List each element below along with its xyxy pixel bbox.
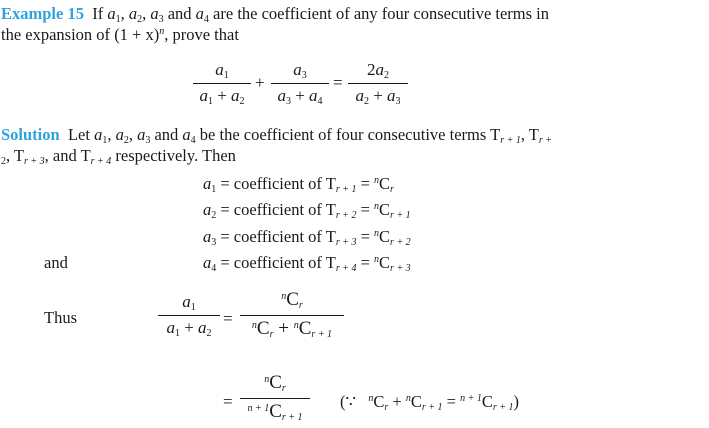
- thus-label: Thus: [44, 308, 77, 327]
- solution-heading: Solution: [1, 125, 60, 144]
- thus-equals: =: [223, 309, 233, 328]
- example-heading: Example 15: [1, 4, 84, 23]
- coefficient-line-2: $a_2$ = coefficient of $T_{r + 2} = ^nC_{r + 1}$: [203, 200, 411, 221]
- fraction-term-1: $a_1$ $a_1 + a_2$: [193, 60, 251, 106]
- fraction-term-3: $2a_2$ $a_2 + a_3$: [348, 60, 408, 106]
- thus-lhs-fraction: $a_1$ $a_1 + a_2$: [158, 292, 220, 338]
- plus-operator: +: [255, 73, 265, 92]
- solution-line-1: Solution Let $a_1$, $a_2$, $a_3$ and $a_4$ be the coefficient of four consecutive terms $T_{r + 1}$, $T_{r +}$: [1, 125, 552, 146]
- coefficient-line-1: $a_1$ = coefficient of $T_{r + 1} = ^nC_r$: [203, 174, 394, 195]
- coefficient-line-3: $a_3$ = coefficient of $T_{r + 3} = ^nC_{r + 2}$: [203, 227, 411, 248]
- coefficient-line-4: $a_4$ = coefficient of $T_{r + 4} = ^nC_{r + 3}$: [203, 253, 411, 274]
- example-line-2: the expansion of $(1 + x)^n$, prove that: [1, 25, 239, 44]
- because-symbol: ∵: [345, 392, 356, 411]
- solution-line-2: $_2$, $T_{r + 3}$, and $T_{r + 4}$ respectively. Then: [1, 146, 236, 167]
- thus-rhs-fraction: $^nC_r$ $^nC_r + ^nC_{r + 1}$: [240, 289, 344, 340]
- equals-operator: =: [333, 73, 343, 92]
- example-line-1: Example 15 If $a_1$, $a_2$, $a_3$ and $a_4$ are the coefficient of any four consecutive terms in: [1, 4, 550, 25]
- step2-fraction: $^nC_r$ $^{n + 1}C_{r + 1}$: [240, 372, 310, 423]
- step2-reason: (∵ $^nC_r + ^nC_{r + 1} = ^{n + 1}C_{r + 1}$): [340, 392, 519, 413]
- step2-equals: =: [223, 392, 233, 411]
- and-label: and: [44, 253, 68, 272]
- fraction-term-2: $a_3$ $a_3 + a_4$: [271, 60, 329, 106]
